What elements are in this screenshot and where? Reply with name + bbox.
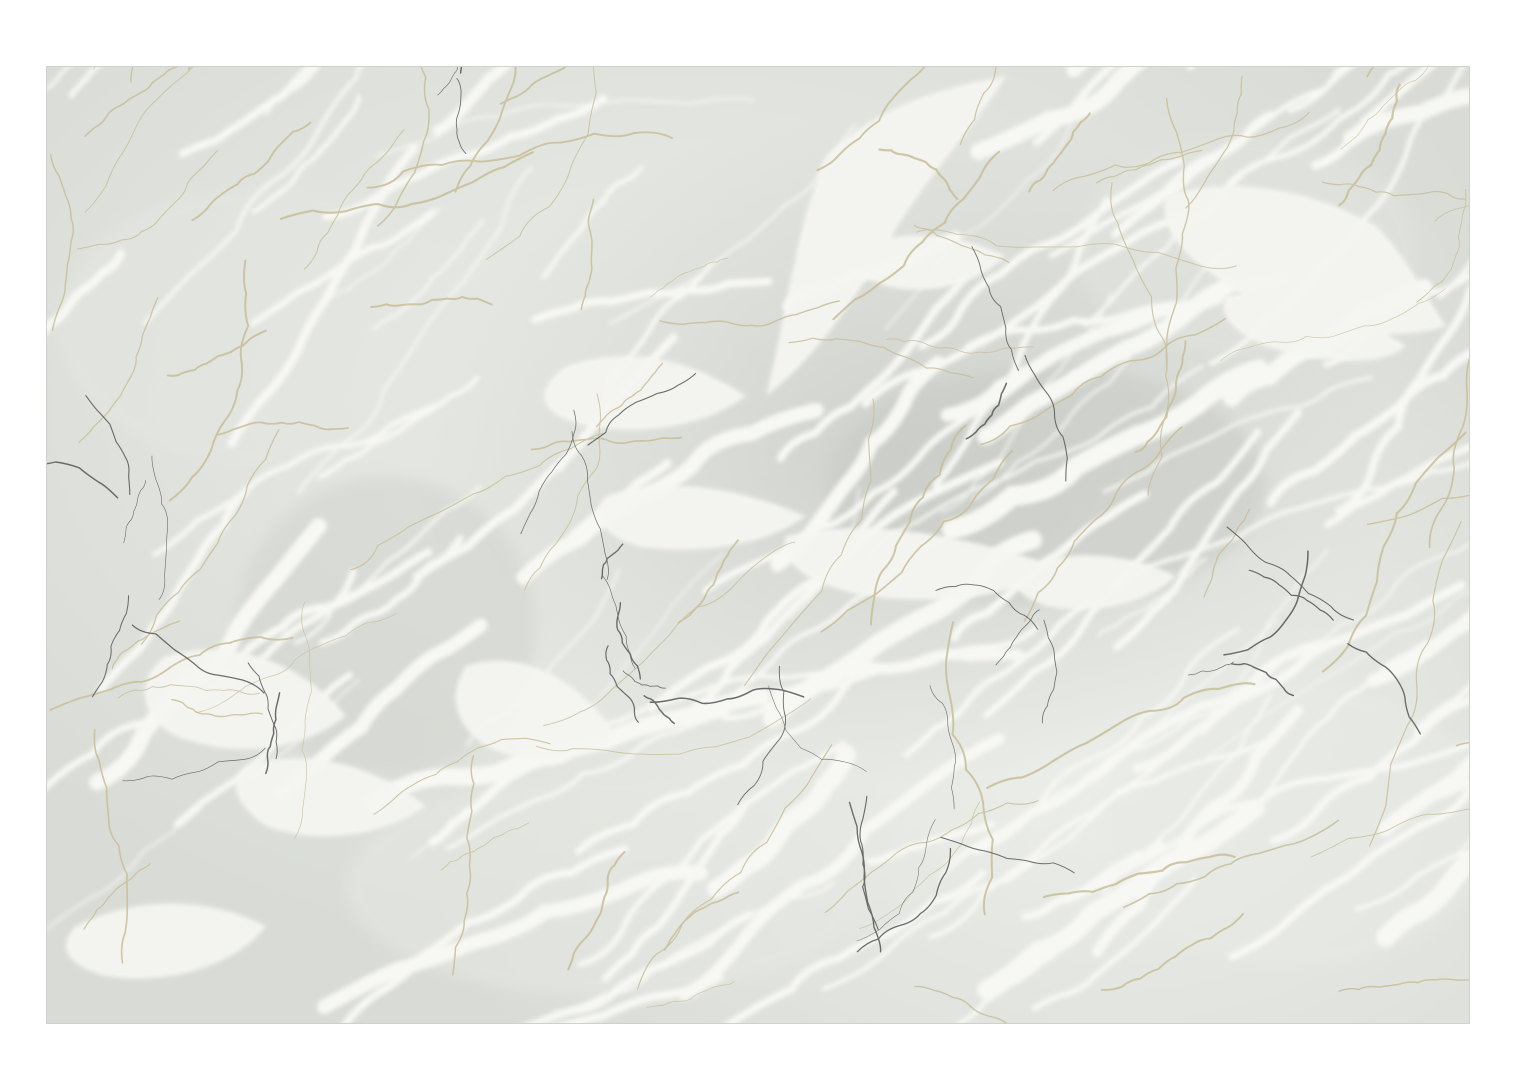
marble-slab-graphic bbox=[46, 66, 1470, 1024]
marble-slab bbox=[46, 66, 1470, 1024]
